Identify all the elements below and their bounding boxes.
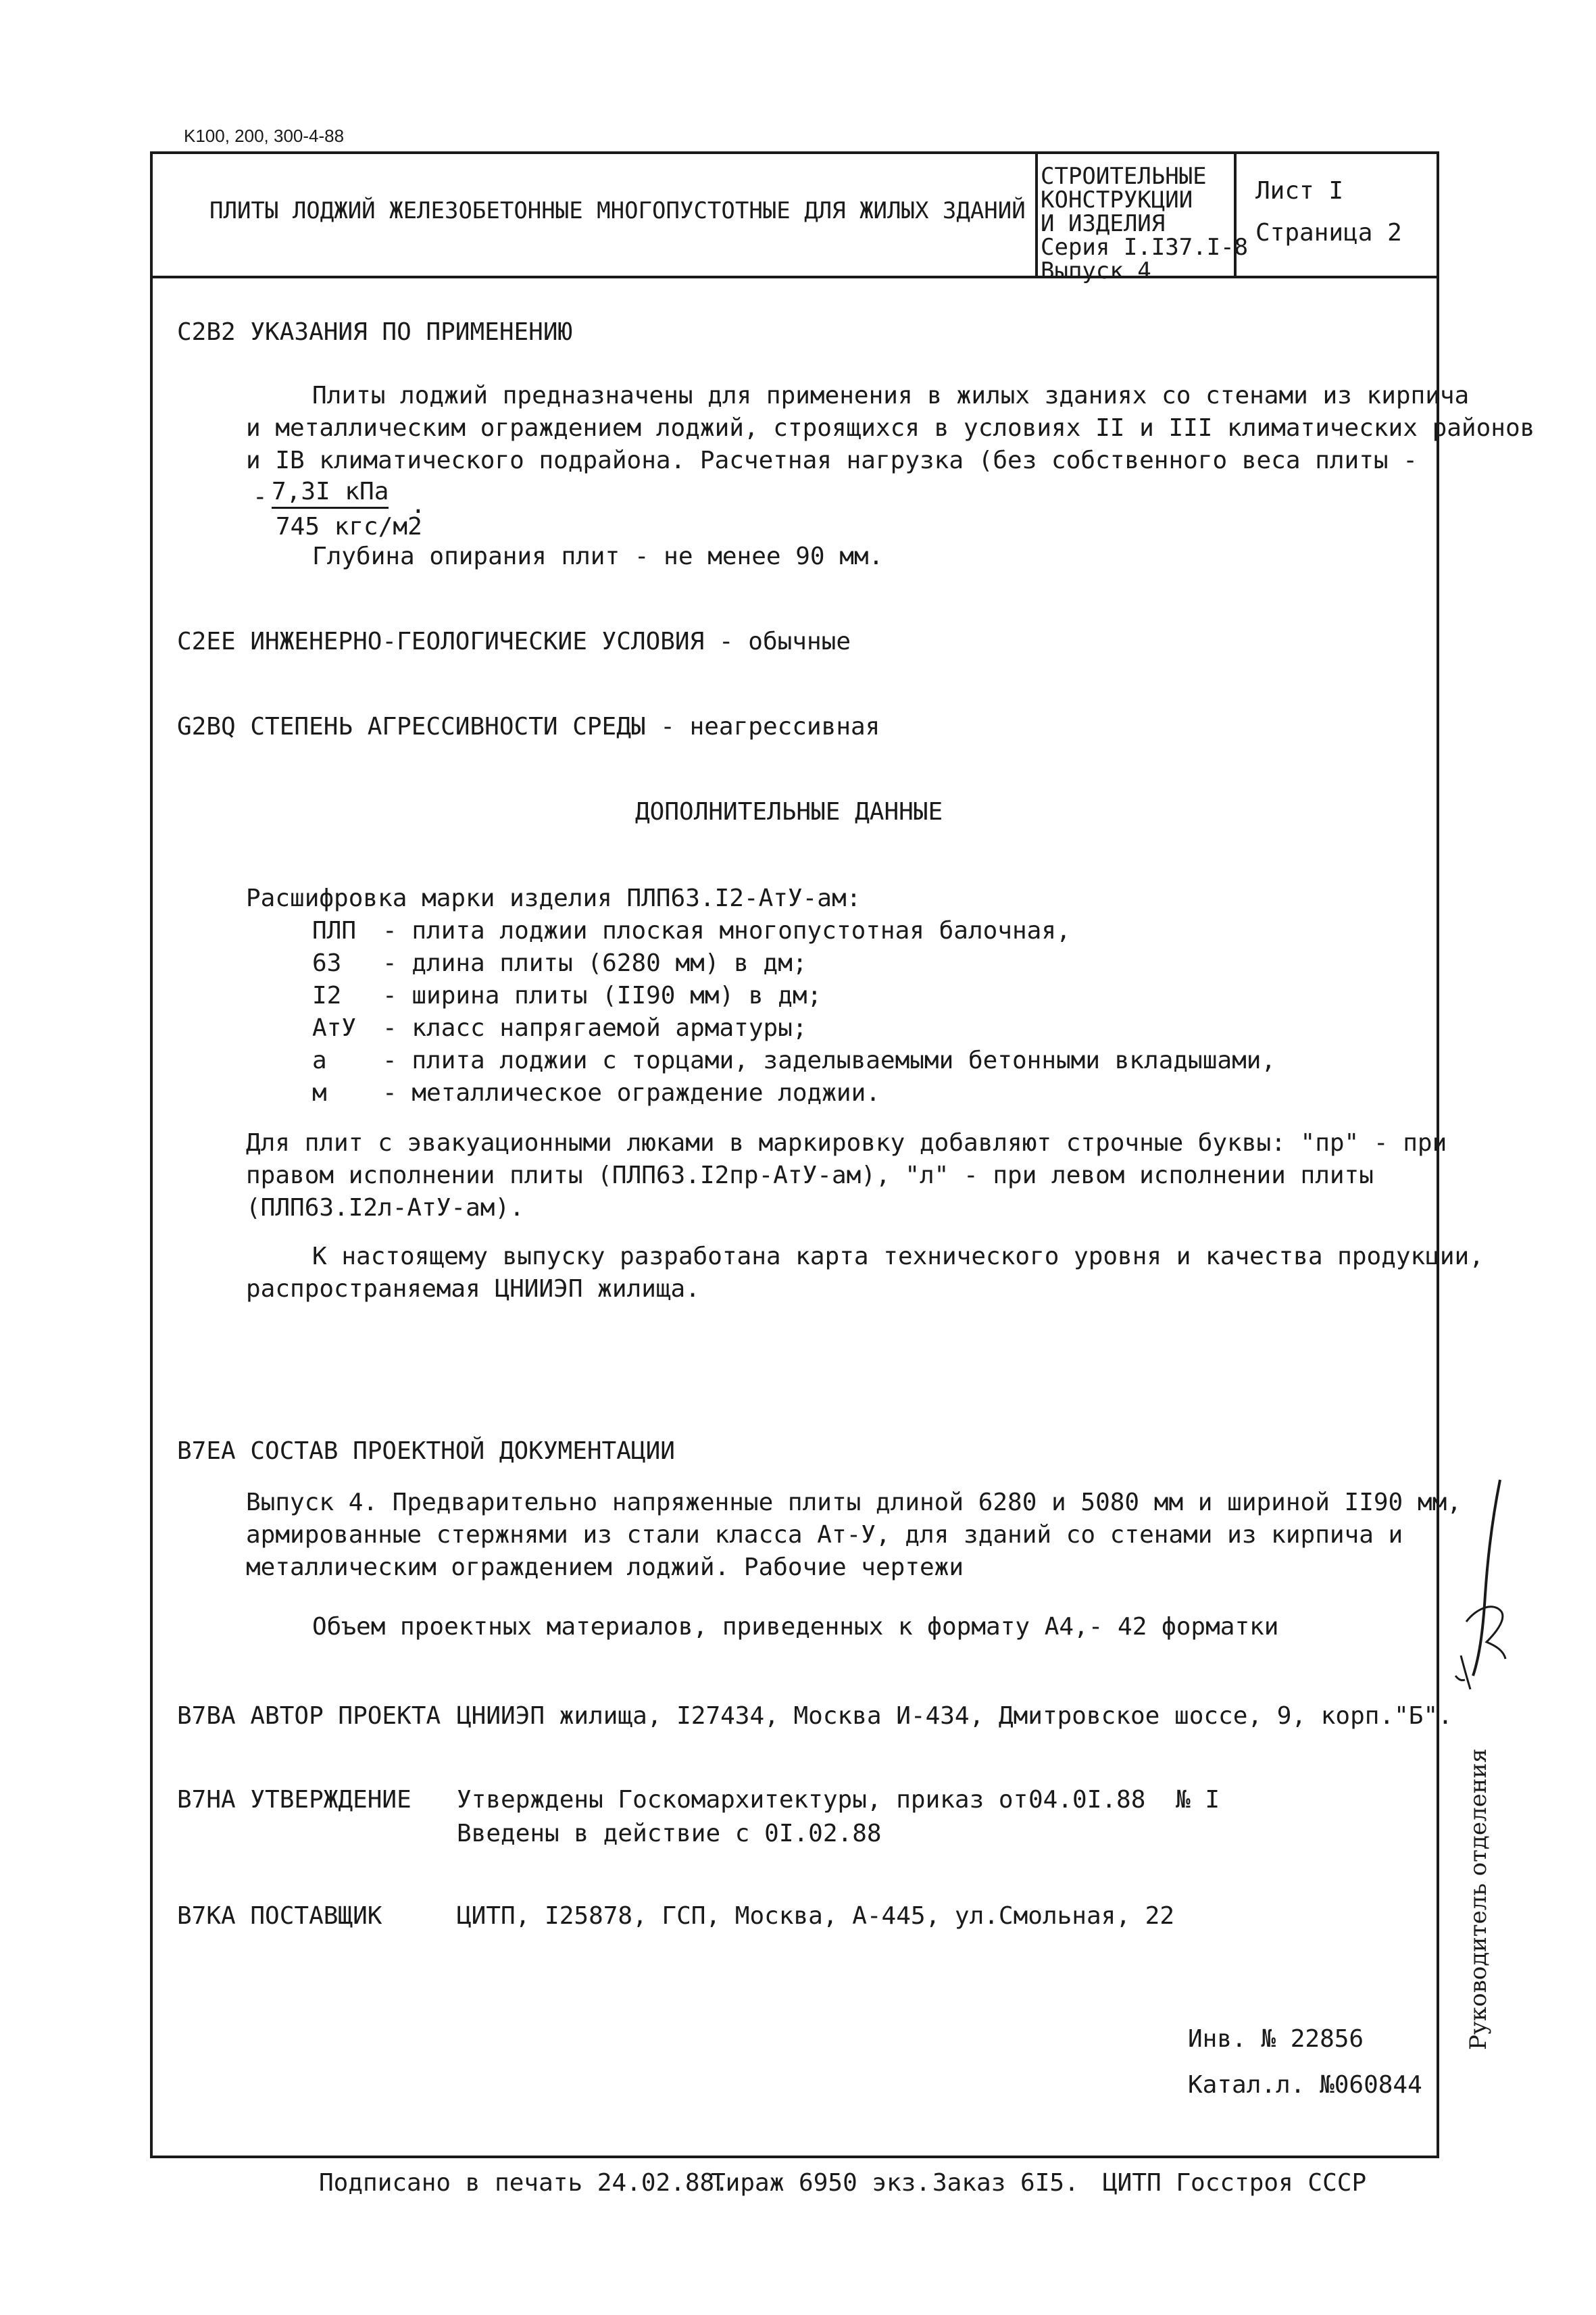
decode-code: а bbox=[312, 1047, 327, 1074]
author-value: ЦНИИЭП жилища, I27434, Москва И-434, Дмитровское шоссе, 9, корп."Б". bbox=[457, 1702, 1453, 1730]
section-heading-documentation: В7ЕА СОСТАВ ПРОЕКТНОЙ ДОКУМЕНТАЦИИ bbox=[177, 1437, 675, 1465]
decode-intro: Расшифровка марки изделия ПЛП63.I2-АтУ-ам: bbox=[246, 885, 862, 912]
additional-data-heading: ДОПОЛНИТЕЛЬНЫЕ ДАННЫЕ bbox=[635, 798, 943, 826]
sheet-number: Лист I bbox=[1255, 177, 1344, 205]
load-kpa: 7,3I кПа bbox=[272, 477, 389, 509]
series-line: И ИЗДЕЛИЯ bbox=[1041, 210, 1166, 237]
department-head-note: Руководитель отделения bbox=[1465, 1748, 1492, 2050]
paragraph-line: Выпуск 4. Предварительно напряженные плиты длиной 6280 и 5080 мм и шириной II90 мм, bbox=[246, 1489, 1462, 1516]
paragraph-line: Плиты лоджий предназначены для применения в жилых зданиях со стенами из кирпича bbox=[312, 382, 1470, 409]
catalog-number: Катал.л. №060844 bbox=[1188, 2071, 1422, 2099]
inventory-number: Инв. № 22856 bbox=[1188, 2025, 1364, 2053]
series-line: Выпуск 4 bbox=[1041, 257, 1151, 284]
author-label: В7ВА АВТОР ПРОЕКТА bbox=[177, 1702, 441, 1730]
series-line: КОНСТРУКЦИИ bbox=[1041, 186, 1193, 214]
approval-number: № I bbox=[1176, 1786, 1220, 1814]
decode-text: - металлическое ограждение лоджии. bbox=[382, 1079, 880, 1107]
order-number: Заказ 6I5. bbox=[932, 2169, 1079, 2197]
paragraph-line: К настоящему выпуску разработана карта технического уровня и качества продукции, bbox=[312, 1243, 1484, 1270]
paragraph-line: распространяемая ЦНИИЭП жилища. bbox=[246, 1275, 700, 1303]
supplier-value: ЦИТП, I25878, ГСП, Москва, А-445, ул.Смольная, 22 bbox=[457, 1902, 1175, 1930]
header-divider-1 bbox=[1035, 151, 1038, 277]
decode-text: - ширина плиты (II90 мм) в дм; bbox=[382, 982, 822, 1010]
paragraph-line: правом исполнении плиты (ПЛП63.I2пр-АтУ-ам), "л" - при левом исполнении плиты bbox=[246, 1162, 1374, 1189]
decode-text: - плита лоджии с торцами, заделываемыми бетонными вкладышами, bbox=[382, 1047, 1276, 1074]
decode-code: АтУ bbox=[312, 1014, 357, 1042]
decode-code: I2 bbox=[312, 982, 342, 1010]
print-run: Тираж 6950 экз. bbox=[711, 2169, 931, 2197]
decode-text: - класс напрягаемой арматуры; bbox=[382, 1014, 807, 1042]
paragraph-line: армированные стержнями из стали класса Ат-У, для зданий со стенами из кирпича и bbox=[246, 1521, 1403, 1549]
paragraph-line: металлическим ограждением лоджий. Рабочие чертежи bbox=[246, 1553, 964, 1581]
section-heading-aggressiveness: G2BQ СТЕПЕНЬ АГРЕССИВНОСТИ СРЕДЫ - неагрессивная bbox=[177, 713, 880, 741]
document-title: ПЛИТЫ ЛОДЖИЙ ЖЕЛЕЗОБЕТОННЫЕ МНОГОПУСТОТНЫЕ ДЛЯ ЖИЛЫХ ЗДАНИЙ bbox=[209, 197, 1026, 224]
decode-code: м bbox=[312, 1079, 327, 1107]
document-code: K100, 200, 300-4-88 bbox=[184, 126, 345, 146]
paragraph-line: и IВ климатического подрайона. Расчетная нагрузка (без собственного веса плиты - bbox=[246, 447, 1418, 474]
signed-date: Подписано в печать 24.02.88. bbox=[319, 2169, 729, 2197]
support-depth: Глубина опирания плит - не менее 90 мм. bbox=[312, 543, 884, 570]
series-line: Серия I.I37.I-8 bbox=[1041, 234, 1249, 261]
signature-mark bbox=[1446, 1473, 1514, 1710]
load-kgs: 745 кгс/м2 bbox=[276, 513, 422, 541]
approval-date: 04.0I.88 bbox=[1028, 1786, 1146, 1814]
supplier-label: В7КА ПОСТАВЩИК bbox=[177, 1902, 382, 1930]
decode-text: - длина плиты (6280 мм) в дм; bbox=[382, 949, 807, 977]
paragraph-line: (ПЛП63.I2л-АтУ-ам). bbox=[246, 1194, 524, 1222]
approval-label: В7НА УТВЕРЖДЕНИЕ bbox=[177, 1786, 412, 1814]
volume-line: Объем проектных материалов, приведенных к формату А4,- 42 форматки bbox=[312, 1613, 1279, 1641]
series-line: СТРОИТЕЛЬНЫЕ bbox=[1041, 163, 1207, 190]
series-block bbox=[1041, 165, 1248, 283]
publisher: ЦИТП Госстроя СССР bbox=[1103, 2169, 1367, 2197]
decode-code: ПЛП bbox=[312, 917, 357, 945]
approval-order: Утверждены Госкомархитектуры, приказ от bbox=[457, 1786, 1028, 1814]
paragraph-line: и металлическим ограждением лоджий, строящихся в условиях II и III климатических районов bbox=[246, 414, 1535, 442]
paragraph-line: Для плит с эвакуационными люками в маркировку добавляют строчные буквы: "пр" - при bbox=[246, 1129, 1447, 1157]
section-heading-usage: С2В2 УКАЗАНИЯ ПО ПРИМЕНЕНИЮ bbox=[177, 318, 573, 346]
decode-text: - плита лоджии плоская многопустотная балочная, bbox=[382, 917, 1071, 945]
page-number: Страница 2 bbox=[1255, 219, 1402, 247]
effective-date: Введены в действие с 0I.02.88 bbox=[457, 1820, 882, 1847]
section-heading-geology: С2ЕЕ ИНЖЕНЕРНО-ГЕОЛОГИЧЕСКИЕ УСЛОВИЯ - обычные bbox=[177, 628, 851, 655]
decode-code: 63 bbox=[312, 949, 342, 977]
